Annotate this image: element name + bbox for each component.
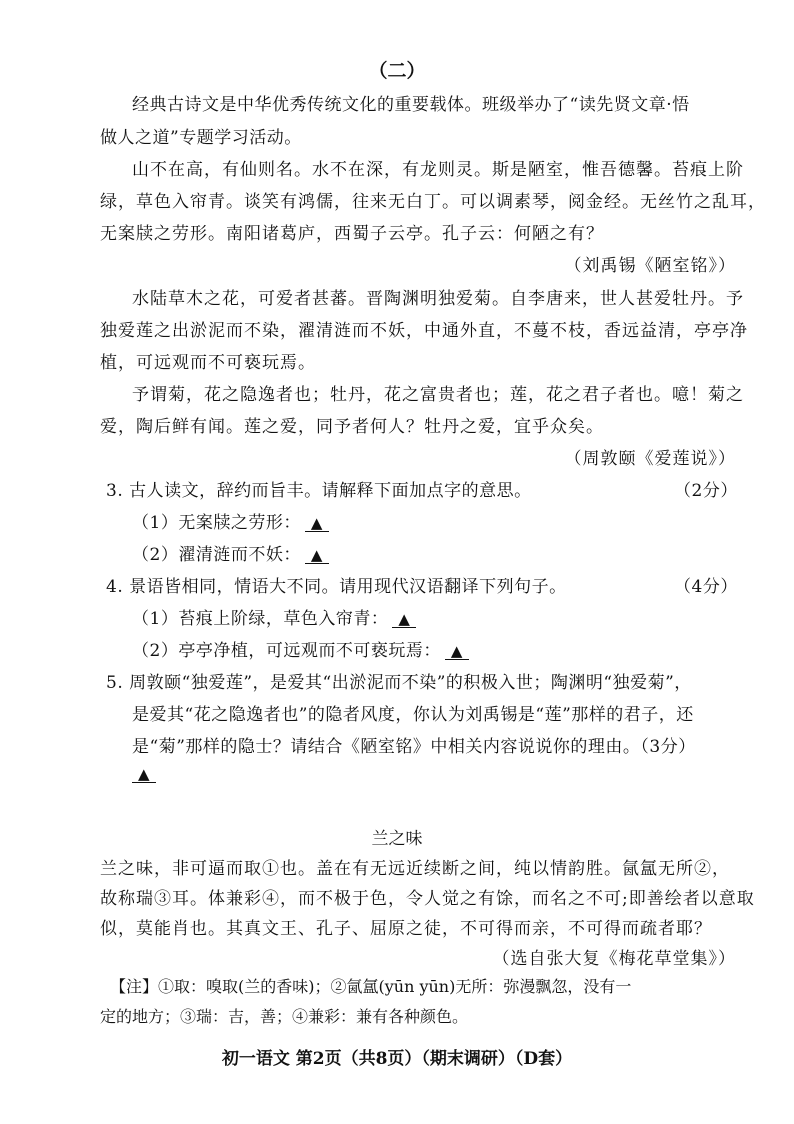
q3-item-2-label: （2）濯清涟而不妖： [132, 545, 301, 565]
lousiming-source: （刘禹锡《陋室铭》） [564, 256, 736, 276]
q3-stem: 3. 古人读文，辞约而旨丰。请解释下面加点字的意思。 [106, 481, 532, 501]
lousiming-line-3: 无案牍之劳形。南阳诸葛庐，西蜀子云亭。孔子云：何陋之有？ [100, 224, 604, 244]
page-footer: 初一语文 第2页（共8页）（期末调研）（D套） [221, 1049, 573, 1069]
lanzhiwei-line-3: 似，莫能肖也。其真文王、孔子、屈原之徒，不可得而亲，不可得而疏者耶？ [100, 919, 712, 939]
lanzhiwei-line-1: 兰之味，非可逼而取①也。盖在有无远近续断之间，纯以情韵胜。氤氲无所②， [100, 859, 730, 879]
q3-item-1 [132, 508, 329, 533]
ailianshuo-source: （周敦颐《爱莲说》） [564, 449, 736, 469]
lanzhiwei-line-2: 故称瑞③耳。体兼彩④，而不极于色，令人觉之有馀，而名之不可;即善绘者以意取 [100, 889, 755, 909]
q3-item-1-label: （1）无案牍之劳形： [132, 513, 301, 533]
intro-line-1: 经典古诗文是中华优秀传统文化的重要载体。班级举办了“读先贤文章·悟 [132, 95, 690, 115]
q4-item-1 [132, 604, 416, 629]
intro-line-2: 做人之道”专题学习活动。 [100, 128, 302, 148]
answer-blank[interactable]: ▲ [392, 611, 416, 628]
q4-stem: 4. 景语皆相同，情语大不同。请用现代汉语翻译下列句子。 [106, 577, 567, 597]
lousiming-line-2: 绿，草色入帘青。谈笑有鸿儒，往来无白丁。可以调素琴，阅金经。无丝竹之乱耳， [100, 192, 766, 212]
answer-blank[interactable]: ▲ [305, 547, 329, 564]
q4-item-2-label: （2）亭亭净植，可远观而不可亵玩焉： [132, 641, 441, 661]
section-title: （二） [368, 60, 426, 82]
lanzhiwei-note-line-1: 【注】①取：嗅取(兰的香味)；②氤氲(yūn yūn)无所：弥漫飘忽，没有一 [110, 977, 632, 996]
answer-blank[interactable]: ▲ [132, 766, 156, 783]
ailianshuo-p1-line-2: 独爱莲之出淤泥而不染，濯清涟而不妖，中通外直，不蔓不枝，香远益清，亭亭净 [100, 321, 748, 341]
ailianshuo-p1-line-1: 水陆草木之花，可爱者甚蕃。晋陶渊明独爱菊。自李唐来，世人甚爱牡丹。予 [132, 289, 744, 309]
q4-score: （4分） [674, 577, 738, 597]
ailianshuo-p1-line-3: 植，可远观而不可亵玩焉。 [100, 353, 316, 373]
q5-line-2: 是爱其“花之隐逸者也”的隐者风度，你认为刘禹锡是“莲”那样的君子，还 [132, 705, 694, 725]
lanzhiwei-title: 兰之味 [371, 829, 423, 849]
q5-line-3: 是“菊”那样的隐士？请结合《陋室铭》中相关内容说说你的理由。（3分） [132, 737, 696, 757]
lousiming-line-1: 山不在高，有仙则名。水不在深，有龙则灵。斯是陋室，惟吾德馨。苔痕上阶 [132, 160, 744, 180]
lanzhiwei-source: （选自张大复《梅花草堂集》） [492, 949, 736, 969]
answer-blank[interactable]: ▲ [445, 643, 469, 660]
q3-item-2 [132, 540, 329, 565]
q4-item-2 [132, 636, 469, 661]
q5-line-1: 5. 周敦颐“独爱莲”，是爱其“出淤泥而不染”的积极入世；陶渊明“独爱菊”， [106, 673, 692, 693]
ailianshuo-p2-line-1: 予谓菊，花之隐逸者也；牡丹，花之富贵者也；莲，花之君子者也。噫！菊之 [132, 385, 744, 405]
answer-blank[interactable]: ▲ [305, 515, 329, 532]
q5-answer [128, 764, 156, 784]
ailianshuo-p2-line-2: 爱，陶后鲜有闻。莲之爱，同予者何人？牡丹之爱，宜乎众矣。 [100, 417, 604, 437]
q4-item-1-label: （1）苔痕上阶绿，草色入帘青： [132, 609, 389, 629]
q3-score: （2分） [674, 481, 738, 501]
lanzhiwei-note-line-2: 定的地方；③瑞：吉，善；④兼彩：兼有各种颜色。 [100, 1007, 469, 1026]
